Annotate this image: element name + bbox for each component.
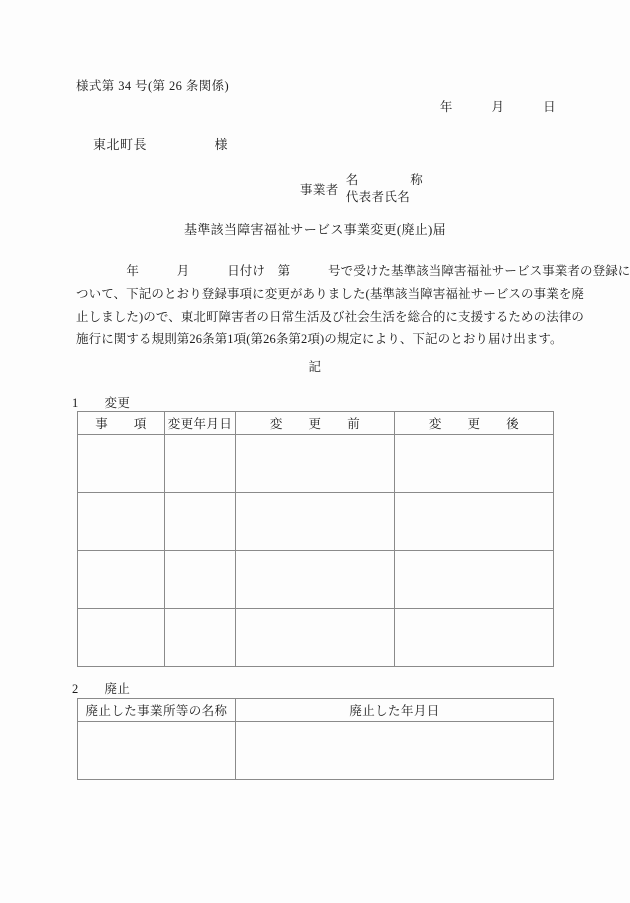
column-header-abolished-office-name: 廃止した事業所等の名称 <box>78 699 236 722</box>
cell-abolished-date[interactable] <box>236 722 554 780</box>
table-row <box>78 609 554 667</box>
body-line: 年 月 日付け 第 号で受けた基準該当障害福祉サービス事業者の登録に <box>76 264 630 278</box>
cell-item[interactable] <box>78 435 165 493</box>
column-header-after: 変 更 後 <box>395 412 554 435</box>
table-row <box>78 435 554 493</box>
section-heading-abolish: 2 廃止 <box>72 682 131 696</box>
column-header-change-date: 変更年月日 <box>165 412 236 435</box>
abolish-table <box>77 698 554 780</box>
column-header-before: 変 更 前 <box>236 412 395 435</box>
date-line: 年 月 日 <box>439 100 556 114</box>
form-number: 様式第 34 号(第 26 条関係) <box>76 79 230 93</box>
cell-before[interactable] <box>236 493 395 551</box>
ki-mark: 記 <box>308 360 322 374</box>
column-header-item: 事 項 <box>78 412 165 435</box>
column-header-abolished-date: 廃止した年月日 <box>236 699 554 722</box>
change-table <box>77 411 554 667</box>
table-header-row <box>78 699 554 722</box>
cell-after[interactable] <box>395 435 554 493</box>
table-row <box>78 551 554 609</box>
operator-fields <box>346 172 423 205</box>
body-paragraph <box>76 260 630 351</box>
cell-before[interactable] <box>236 551 395 609</box>
cell-after[interactable] <box>395 493 554 551</box>
table-row <box>78 722 554 780</box>
operator-label: 事業者 <box>300 182 339 197</box>
section-heading-change: 1 変更 <box>72 396 131 410</box>
cell-item[interactable] <box>78 551 165 609</box>
cell-change-date[interactable] <box>165 493 236 551</box>
document-title: 基準該当障害福祉サービス事業変更(廃止)届 <box>184 222 446 237</box>
operator-representative-field: 代表者氏名 <box>345 189 411 204</box>
cell-change-date[interactable] <box>165 609 236 667</box>
cell-change-date[interactable] <box>165 551 236 609</box>
body-line: ついて、下記のとおり登録事項に変更がありました(基準該当障害福祉サービスの事業を廃 <box>76 286 585 301</box>
cell-before[interactable] <box>236 609 395 667</box>
cell-before[interactable] <box>236 435 395 493</box>
cell-change-date[interactable] <box>165 435 236 493</box>
table-header-row <box>78 412 554 435</box>
operator-block <box>300 172 423 205</box>
cell-item[interactable] <box>78 493 165 551</box>
cell-item[interactable] <box>78 609 165 667</box>
cell-after[interactable] <box>395 609 554 667</box>
body-line: 施行に関する規則第26条第1項(第26条第2項)の規定により、下記のとおり届け出ます。 <box>76 332 563 347</box>
addressee-line: 東北町長 様 <box>93 137 229 152</box>
cell-after[interactable] <box>395 551 554 609</box>
table-row <box>78 493 554 551</box>
body-line: 止しました)ので、東北町障害者の日常生活及び社会生活を総合的に支援するための法律の <box>76 309 585 324</box>
cell-abolished-office-name[interactable] <box>78 722 236 780</box>
operator-name-field: 名 称 <box>345 173 424 187</box>
